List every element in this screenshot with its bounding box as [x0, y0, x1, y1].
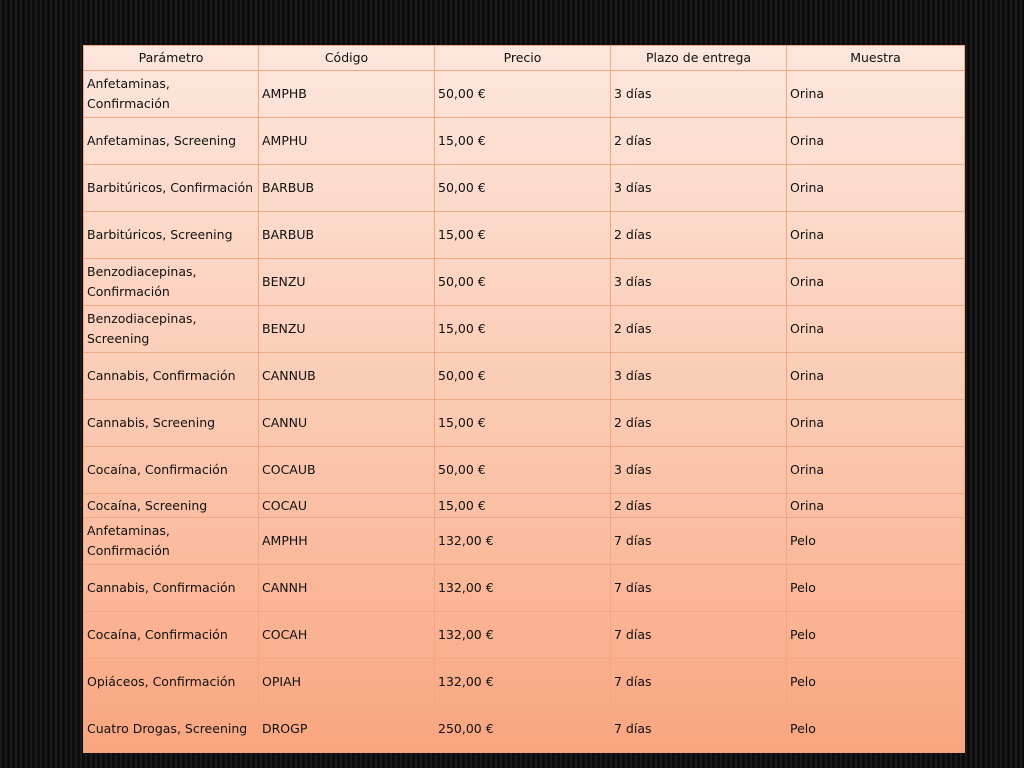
cell-precio: 15,00 € — [435, 212, 611, 259]
cell-plazo: 2 días — [611, 306, 787, 353]
table-row — [84, 565, 965, 612]
cell-precio: 15,00 € — [435, 118, 611, 165]
cell-plazo: 2 días — [611, 494, 787, 518]
cell-precio: 15,00 € — [435, 494, 611, 518]
cell-codigo: COCAUB — [259, 447, 435, 494]
cell-muestra: Orina — [787, 71, 965, 118]
table-row — [84, 306, 965, 353]
cell-muestra: Pelo — [787, 518, 965, 565]
cell-parametro: Barbitúricos, Screening — [84, 212, 259, 259]
cell-muestra: Orina — [787, 447, 965, 494]
cell-codigo: CANNH — [259, 565, 435, 612]
cell-precio: 15,00 € — [435, 400, 611, 447]
cell-codigo: AMPHH — [259, 518, 435, 565]
cell-muestra: Orina — [787, 165, 965, 212]
cell-parametro: Cocaína, Screening — [84, 494, 259, 518]
cell-plazo: 2 días — [611, 118, 787, 165]
table-row — [84, 447, 965, 494]
table-row — [84, 400, 965, 447]
table-row — [84, 494, 965, 518]
cell-muestra: Orina — [787, 494, 965, 518]
cell-plazo: 3 días — [611, 71, 787, 118]
cell-codigo: COCAU — [259, 494, 435, 518]
cell-muestra: Pelo — [787, 612, 965, 659]
cell-codigo: BENZU — [259, 306, 435, 353]
cell-codigo: DROGP — [259, 706, 435, 753]
cell-parametro: Benzodiacepinas, Confirmación — [84, 259, 259, 306]
table-header-row — [84, 46, 965, 71]
table-row — [84, 71, 965, 118]
table-row — [84, 259, 965, 306]
cell-precio: 50,00 € — [435, 165, 611, 212]
cell-muestra: Orina — [787, 118, 965, 165]
cell-parametro: Cannabis, Screening — [84, 400, 259, 447]
cell-parametro: Cannabis, Confirmación — [84, 565, 259, 612]
cell-muestra: Orina — [787, 259, 965, 306]
cell-codigo: AMPHB — [259, 71, 435, 118]
cell-parametro: Anfetaminas, Screening — [84, 118, 259, 165]
cell-muestra: Orina — [787, 353, 965, 400]
table-row — [84, 118, 965, 165]
header-muestra: Muestra — [787, 46, 965, 71]
cell-plazo: 2 días — [611, 212, 787, 259]
header-plazo: Plazo de entrega — [611, 46, 787, 71]
cell-precio: 132,00 € — [435, 565, 611, 612]
cell-muestra: Orina — [787, 400, 965, 447]
cell-plazo: 3 días — [611, 353, 787, 400]
header-precio: Precio — [435, 46, 611, 71]
cell-parametro: Opiáceos, Confirmación — [84, 659, 259, 706]
cell-muestra: Orina — [787, 212, 965, 259]
cell-parametro: Cocaína, Confirmación — [84, 447, 259, 494]
cell-codigo: CANNU — [259, 400, 435, 447]
cell-plazo: 3 días — [611, 447, 787, 494]
cell-plazo: 3 días — [611, 165, 787, 212]
table-row — [84, 706, 965, 753]
cell-muestra: Pelo — [787, 565, 965, 612]
cell-codigo: BENZU — [259, 259, 435, 306]
header-parametro: Parámetro — [84, 46, 259, 71]
cell-codigo: AMPHU — [259, 118, 435, 165]
cell-precio: 250,00 € — [435, 706, 611, 753]
cell-parametro: Anfetaminas, Confirmación — [84, 71, 259, 118]
cell-codigo: COCAH — [259, 612, 435, 659]
cell-plazo: 7 días — [611, 659, 787, 706]
price-table — [83, 45, 965, 753]
cell-parametro: Barbitúricos, Confirmación — [84, 165, 259, 212]
cell-codigo: CANNUB — [259, 353, 435, 400]
table-row — [84, 353, 965, 400]
cell-codigo: BARBUB — [259, 212, 435, 259]
table-row — [84, 612, 965, 659]
cell-plazo: 3 días — [611, 259, 787, 306]
cell-muestra: Pelo — [787, 659, 965, 706]
table-row — [84, 518, 965, 565]
cell-codigo: OPIAH — [259, 659, 435, 706]
table-row — [84, 212, 965, 259]
cell-precio: 132,00 € — [435, 612, 611, 659]
cell-plazo: 7 días — [611, 518, 787, 565]
cell-plazo: 2 días — [611, 400, 787, 447]
cell-parametro: Benzodiacepinas, Screening — [84, 306, 259, 353]
cell-precio: 132,00 € — [435, 659, 611, 706]
cell-codigo: BARBUB — [259, 165, 435, 212]
cell-precio: 50,00 € — [435, 353, 611, 400]
cell-parametro: Cuatro Drogas, Screening — [84, 706, 259, 753]
cell-muestra: Pelo — [787, 706, 965, 753]
cell-muestra: Orina — [787, 306, 965, 353]
table-row — [84, 165, 965, 212]
cell-precio: 50,00 € — [435, 259, 611, 306]
cell-precio: 50,00 € — [435, 71, 611, 118]
cell-plazo: 7 días — [611, 706, 787, 753]
cell-parametro: Anfetaminas, Confirmación — [84, 518, 259, 565]
cell-parametro: Cannabis, Confirmación — [84, 353, 259, 400]
cell-precio: 132,00 € — [435, 518, 611, 565]
cell-precio: 15,00 € — [435, 306, 611, 353]
table-row — [84, 659, 965, 706]
cell-plazo: 7 días — [611, 612, 787, 659]
header-codigo: Código — [259, 46, 435, 71]
cell-parametro: Cocaína, Confirmación — [84, 612, 259, 659]
cell-precio: 50,00 € — [435, 447, 611, 494]
cell-plazo: 7 días — [611, 565, 787, 612]
